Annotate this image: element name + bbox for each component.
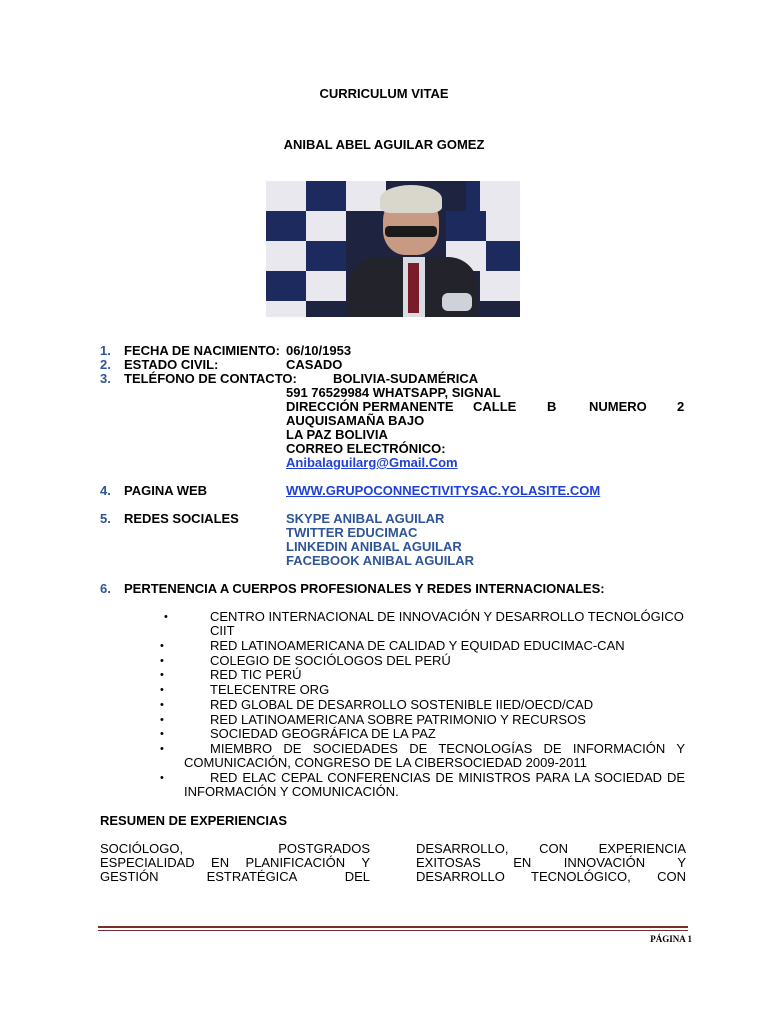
list-item-continuation: INFORMACIÓN Y COMUNICACIÓN.	[184, 784, 399, 799]
address-word: NUMERO	[589, 399, 647, 414]
summary-left-line: ESPECIALIDAD EN PLANIFICACIÓN Y	[100, 855, 370, 870]
social-label: REDES SOCIALES	[124, 511, 239, 526]
person-name: ANIBAL ABEL AGUILAR GOMEZ	[283, 137, 485, 152]
bullet-icon: •	[160, 728, 164, 740]
profile-photo	[266, 181, 520, 317]
summary-right-line: EXITOSAS EN INNOVACIÓN Y	[416, 855, 686, 870]
list-item: COLEGIO DE SOCIÓLOGOS DEL PERÚ	[210, 653, 451, 668]
page-number: PÁGINA 1	[650, 934, 692, 944]
summary-heading: RESUMEN DE EXPERIENCIAS	[100, 813, 288, 828]
list-item: SOCIEDAD GEOGRÁFICA DE LA PAZ	[210, 726, 436, 741]
phone-country: BOLIVIA-SUDAMÉRICA	[333, 371, 479, 386]
bullet-icon: •	[160, 669, 164, 681]
bullet-icon: •	[160, 772, 164, 784]
address-word: 2	[677, 399, 685, 414]
bullet-icon: •	[160, 699, 164, 711]
footer-rule	[98, 930, 688, 931]
list-item: MIEMBRO DE SOCIEDADES DE TECNOLOGÍAS DE INFORMACIÓN Y	[210, 741, 685, 756]
address-line: AUQUISAMAÑA BAJO	[286, 413, 425, 428]
footer-rule	[98, 926, 688, 928]
bullet-icon: •	[160, 714, 164, 726]
summary-left-line: SOCIÓLOGO, POSTGRADOS	[100, 841, 370, 856]
address-word: B	[547, 399, 557, 414]
summary-left-line: GESTIÓN ESTRATÉGICA DEL	[100, 869, 370, 884]
item-number: 5.	[100, 511, 111, 526]
bullet-icon: •	[160, 640, 164, 652]
summary-right-line: DESARROLLO, CON EXPERIENCIA	[416, 841, 686, 856]
phone-label: TELÉFONO DE CONTACTO:	[124, 371, 297, 386]
phone-number: 591 76529984 WHATSAPP, SIGNAL	[286, 385, 501, 400]
social-twitter: TWITTER EDUCIMAC	[286, 525, 418, 540]
birth-value: 06/10/1953	[286, 343, 352, 358]
bullet-icon: •	[160, 684, 164, 696]
list-item: RED ELAC CEPAL CONFERENCIAS DE MINISTROS PARA LA SOCIEDAD DE	[210, 770, 685, 785]
item-number: 4.	[100, 483, 111, 498]
summary-right-line: DESARROLLO TECNOLÓGICO, CON	[416, 869, 686, 884]
list-item-continuation: CIIT	[210, 623, 235, 638]
social-facebook: FACEBOOK ANIBAL AGUILAR	[286, 553, 475, 568]
list-item: RED TIC PERÚ	[210, 667, 302, 682]
list-item: CENTRO INTERNACIONAL DE INNOVACIÓN Y DESARROLLO TECNOLÓGICO	[210, 609, 684, 624]
web-label: PAGINA WEB	[124, 483, 208, 498]
email-link[interactable]: Anibalaguilarg@Gmail.Com	[286, 455, 458, 470]
civil-label: ESTADO CIVIL:	[124, 357, 219, 372]
birth-label: FECHA DE NACIMIENTO:	[124, 343, 280, 358]
list-item: RED LATINOAMERICANA SOBRE PATRIMONIO Y RECURSOS	[210, 712, 586, 727]
email-label: CORREO ELECTRÓNICO:	[286, 441, 446, 456]
bullet-icon: •	[160, 743, 164, 755]
item-number: 3.	[100, 371, 111, 386]
item-number: 1.	[100, 343, 111, 358]
address-label: DIRECCIÓN PERMANENTE	[286, 399, 454, 414]
social-skype: SKYPE ANIBAL AGUILAR	[286, 511, 445, 526]
address-line: LA PAZ BOLIVIA	[286, 427, 388, 442]
bullet-icon: •	[160, 655, 164, 667]
civil-value: CASADO	[286, 357, 343, 372]
item-number: 2.	[100, 357, 111, 372]
list-item: RED LATINOAMERICANA DE CALIDAD Y EQUIDAD EDUCIMAC-CAN	[210, 638, 625, 653]
item-number: 6.	[100, 581, 111, 596]
bullet-icon: •	[164, 611, 168, 623]
address-word: CALLE	[473, 399, 517, 414]
document-title: CURRICULUM VITAE	[319, 86, 449, 101]
list-item: RED GLOBAL DE DESARROLLO SOSTENIBLE IIED/OECD/CAD	[210, 697, 594, 712]
social-linkedin: LINKEDIN ANIBAL AGUILAR	[286, 539, 462, 554]
website-link[interactable]: WWW.GRUPOCONNECTIVITYSAC.YOLASITE.COM	[286, 483, 601, 498]
list-item-continuation: COMUNICACIÓN, CONGRESO DE LA CIBERSOCIEDAD 2009-2011	[184, 755, 587, 770]
membership-label: PERTENENCIA A CUERPOS PROFESIONALES Y REDES INTERNACIONALES:	[124, 581, 605, 596]
list-item: TELECENTRE ORG	[210, 682, 330, 697]
